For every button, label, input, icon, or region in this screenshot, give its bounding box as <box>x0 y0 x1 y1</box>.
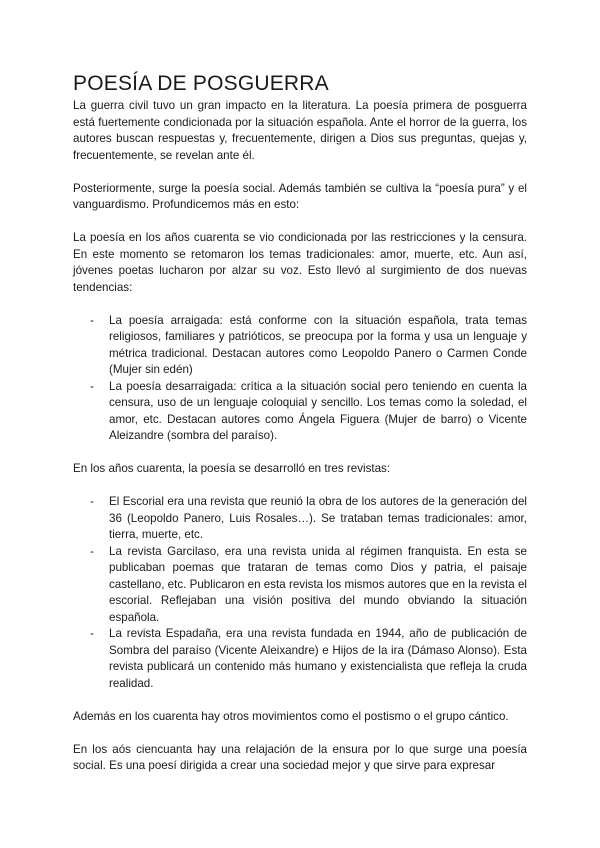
paragraph-spacer <box>73 296 527 313</box>
list-item-text: El Escorial era una revista que reunió la obra de los autores de la generación del 36 (Leopoldo Panero, Luis Rosales…). Se trataban temas tradicionales: amor, tierra, muerte, etc. <box>109 495 527 541</box>
dash-bullet: - <box>90 627 94 640</box>
paragraph-spacer <box>73 214 527 231</box>
list-item-text: La poesía desarraigada: crítica a la situación social pero teniendo en cuenta la censura, uso de un lenguaje coloquial y sencillo. Los temas como la soledad, el amor, etc. Destacan autores como Ángela Figuera (Mujer de barro) o Vicente Aleizandre (sombra del paraíso). <box>109 379 527 442</box>
document-page <box>73 72 527 775</box>
list-item <box>73 313 527 379</box>
page-title: POESÍA DE POSGUERRA <box>73 72 329 95</box>
revistas-list <box>73 494 527 692</box>
paragraph-spacer <box>73 478 527 495</box>
list-item <box>73 544 527 627</box>
dash-bullet: - <box>90 379 94 393</box>
list-item <box>73 626 527 692</box>
paragraph-anos-cincuenta: En los aós ciencuanta hay una relajación de la ensura por lo que surge una poesía social. Es una poesí dirigida a crear una sociedad mejor y que sirve para expresar <box>73 742 527 772</box>
paragraph-spacer <box>73 445 527 462</box>
paragraph-revistas-intro: En los años cuarenta, la poesía se desarrolló en tres revistas: <box>73 462 391 475</box>
dash-bullet: - <box>90 495 94 508</box>
paragraph-spacer <box>73 692 527 709</box>
paragraph-spacer <box>73 725 527 742</box>
dash-bullet: - <box>90 313 94 327</box>
list-item-text: La revista Garcilaso, era una revista unida al régimen franquista. En esta se publicaban poemas que trataran de temas como Dios y patria, el paisaje castellano, etc. Publicaron en esta revista los mismos autores que en la revista el escorial. Reflejaban una visión positiva del mundo obviando la situación española. <box>109 544 527 624</box>
list-item <box>73 494 527 544</box>
paragraph-spacer <box>73 164 527 181</box>
paragraph-anos-cuarenta: La poesía en los años cuarenta se vio condicionada por las restricciones y la censura. En este momento se retomaron los temas tradicionales: amor, muerte, etc. Aun así, jóvenes poetas lucharon por alzar su voz. Esto llevó al surgimiento de dos nuevas tendencias: <box>73 231 527 294</box>
list-item-text: La poesía arraigada: está conforme con la situación española, trata temas religiosos, familiares y patrióticos, se preocupa por la forma y usa un lenguaje y métrica tradicional. Destacan autores como Leopoldo Panero o Carmen Conde (Mujer sin edén) <box>109 313 527 376</box>
paragraph-intro: La guerra civil tuvo un gran impacto en la literatura. La poesía primera de posguerra está fuertemente condicionada por la situación española. Ante el horror de la guerra, los autores buscan respuestas y, frecuentemente, dirigen a Dios sus preguntas, quejas y, frecuentemente, se revelan ante él. <box>73 99 527 162</box>
paragraph-otros-movimientos: Además en los cuarenta hay otros movimientos como el postismo o el grupo cántico. <box>73 709 509 723</box>
tendencias-list <box>73 313 527 445</box>
list-item-text: La revista Espadaña, era una revista fundada en 1944, año de publicación de Sombra del paraíso (Vicente Aleixandre) e Hijos de la ira (Dámaso Alonso). Esta revista publicará un contenido más humano y existencialista que refleja la cruda realidad. <box>109 627 527 690</box>
paragraph-poesia-social: Posteriormente, surge la poesía social. Además también se cultiva la “poesía pura” y el vanguardismo. Profundicemos más en esto: <box>73 181 527 211</box>
dash-bullet: - <box>90 544 94 558</box>
list-item <box>73 379 527 445</box>
